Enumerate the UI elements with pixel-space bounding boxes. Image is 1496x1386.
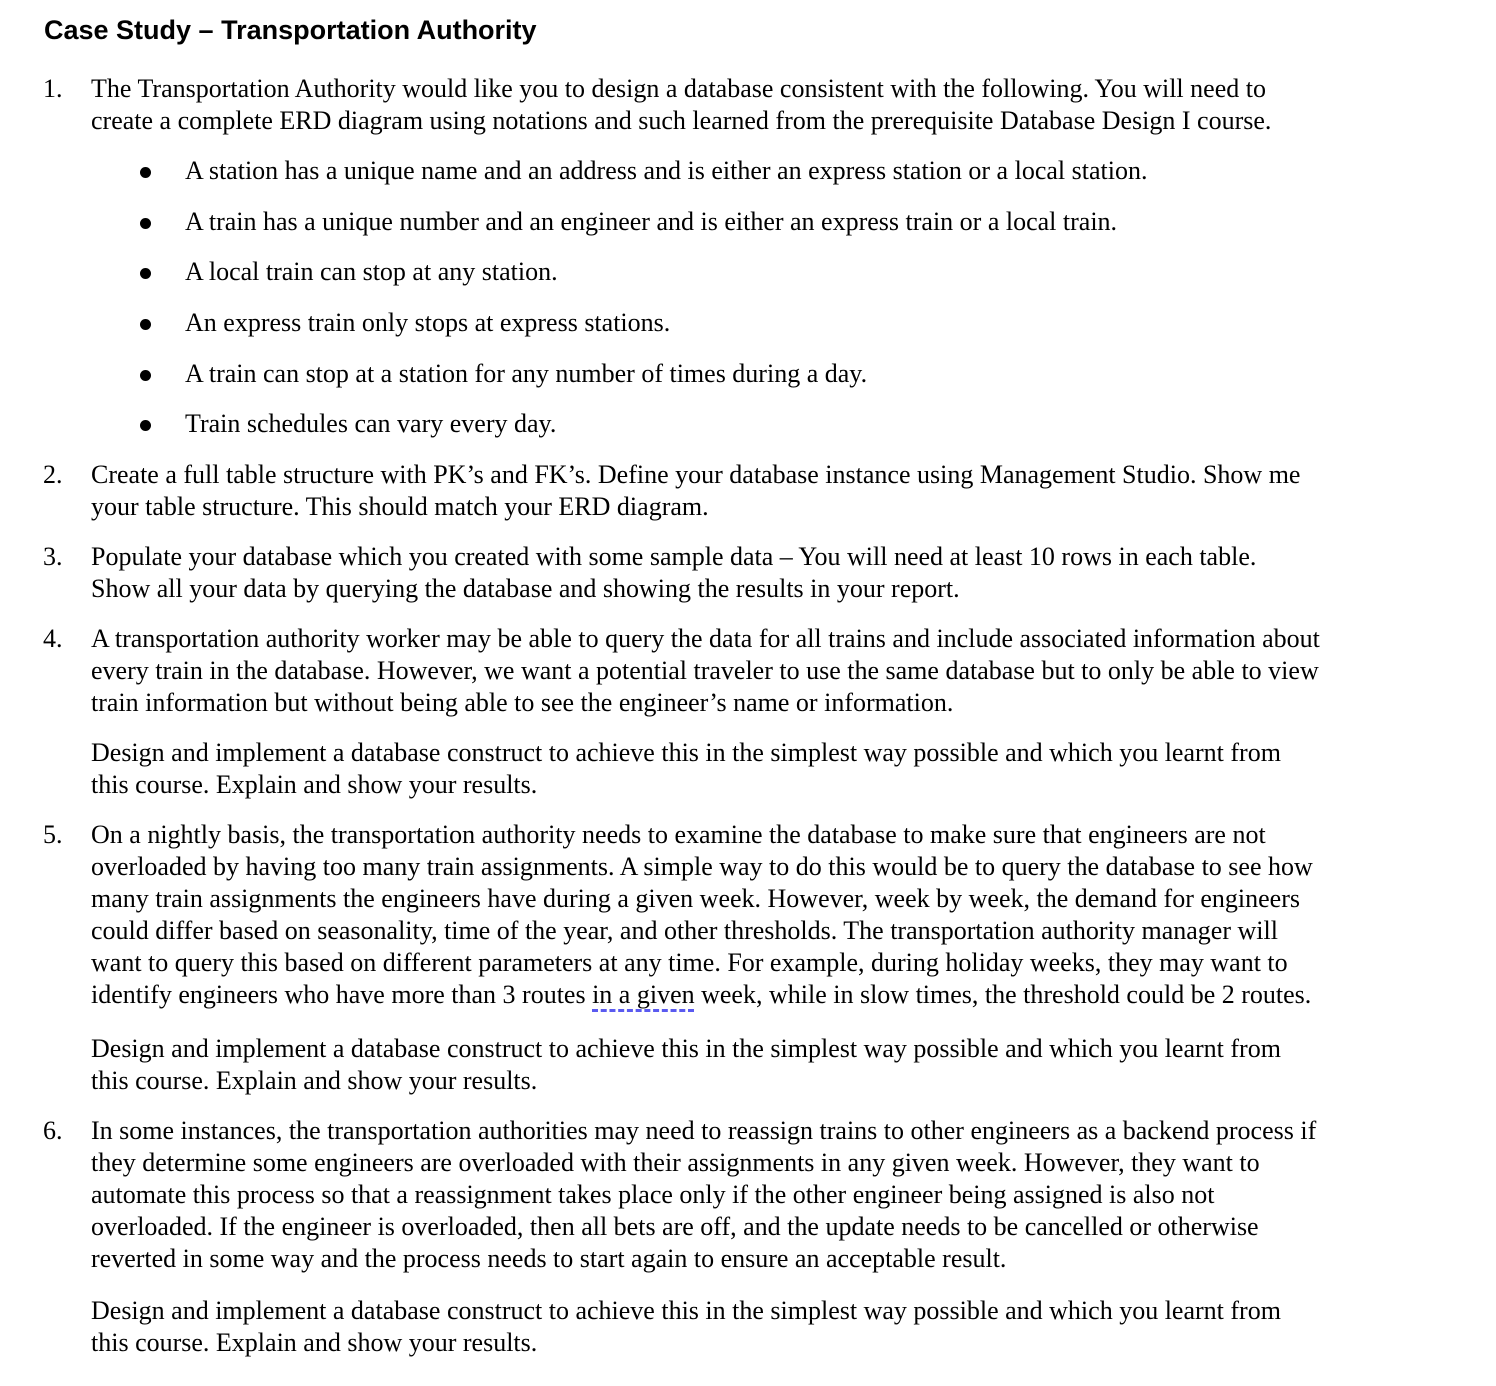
text-line: Design and implement a database construct to achieve this in the simplest way possible and which you learnt from [91,1296,1281,1325]
bullet-icon [140,420,151,431]
bullet-text: Train schedules can vary every day. [185,409,557,438]
text-line: Create a full table structure with PK’s and FK’s. Define your database instance using Management Studio. Show me [91,460,1301,489]
bullet-text: An express train only stops at express stations. [185,308,671,337]
text-line: this course. Explain and show your results. [91,770,538,799]
text-line: Design and implement a database construct to achieve this in the simplest way possible and which you learnt from [91,738,1281,767]
text-segment: identify engineers who have more than 3 routes [91,980,593,1009]
text-line: they determine some engineers are overloaded with their assignments in any given week. However, they want to [91,1148,1260,1177]
text-line: could differ based on seasonality, time of the year, and other thresholds. The transportation authority manager will [91,916,1278,945]
item-follow-paragraph [91,1033,1471,1097]
grammar-mark[interactable]: in a given [592,980,695,1009]
text-line [91,979,1471,1011]
item-follow-paragraph [91,737,1471,801]
text-line: want to query this based on different parameters at any time. For example, during holiday weeks, they may want to [91,948,1288,977]
text-line: this course. Explain and show your results. [91,1066,538,1095]
item-paragraph [91,623,1471,719]
bullet-icon [140,268,151,279]
item-number: 3. [43,542,63,571]
item-number: 5. [43,820,63,849]
bullet-text: A train can stop at a station for any number of times during a day. [185,359,868,388]
text-line: The Transportation Authority would like you to design a database consistent with the following. You will need to [91,74,1266,103]
item-paragraph [91,459,1471,523]
item-number: 6. [43,1116,63,1145]
bullet-text: A station has a unique name and an address and is either an express station or a local station. [185,156,1148,185]
bullet-text: A train has a unique number and an engineer and is either an express train or a local train. [185,207,1118,236]
text-line: In some instances, the transportation authorities may need to reassign trains to other engineers as a backend process if [91,1116,1317,1145]
text-line: automate this process so that a reassignment takes place only if the other engineer being assigned is also not [91,1180,1215,1209]
bullet-icon [140,370,151,381]
text-line: overloaded. If the engineer is overloaded, then all bets are off, and the update needs to be cancelled or otherwise [91,1212,1259,1241]
text-line: your table structure. This should match your ERD diagram. [91,492,709,521]
item-number: 4. [43,624,63,653]
text-line: Populate your database which you created with some sample data – You will need at least 10 rows in each table. [91,542,1257,571]
item-paragraph [91,73,1471,137]
text-line: Show all your data by querying the database and showing the results in your report. [91,574,960,603]
document-title: Case Study – Transportation Authority [44,15,537,45]
text-line: overloaded by having too many train assignments. A simple way to do this would be to query the database to see how [91,852,1313,881]
text-line: create a complete ERD diagram using notations and such learned from the prerequisite Database Design I course. [91,106,1272,135]
bullet-icon [140,319,151,330]
item-paragraph [91,1115,1471,1275]
text-line: Design and implement a database construct to achieve this in the simplest way possible and which you learnt from [91,1034,1281,1063]
text-line: A transportation authority worker may be able to query the data for all trains and include associated information about [91,624,1320,653]
item-number: 2. [43,460,63,489]
text-line: train information but without being able to see the engineer’s name or information. [91,688,954,717]
text-segment: week, while in slow times, the threshold could be 2 routes. [694,980,1312,1009]
text-line: On a nightly basis, the transportation authority needs to examine the database to make sure that engineers are not [91,820,1266,849]
item-paragraph [91,819,1471,1011]
bullet-icon [140,218,151,229]
bullet-icon [140,167,151,178]
text-line: reverted in some way and the process needs to start again to ensure an acceptable result. [91,1244,1007,1273]
text-line: many train assignments the engineers have during a given week. However, week by week, the demand for engineers [91,884,1300,913]
item-number: 1. [43,74,63,103]
bullet-text: A local train can stop at any station. [185,257,558,286]
text-line: this course. Explain and show your results. [91,1328,538,1357]
text-line: every train in the database. However, we want a potential traveler to use the same database but to only be able to view [91,656,1319,685]
item-paragraph [91,541,1471,605]
item-follow-paragraph [91,1295,1471,1359]
